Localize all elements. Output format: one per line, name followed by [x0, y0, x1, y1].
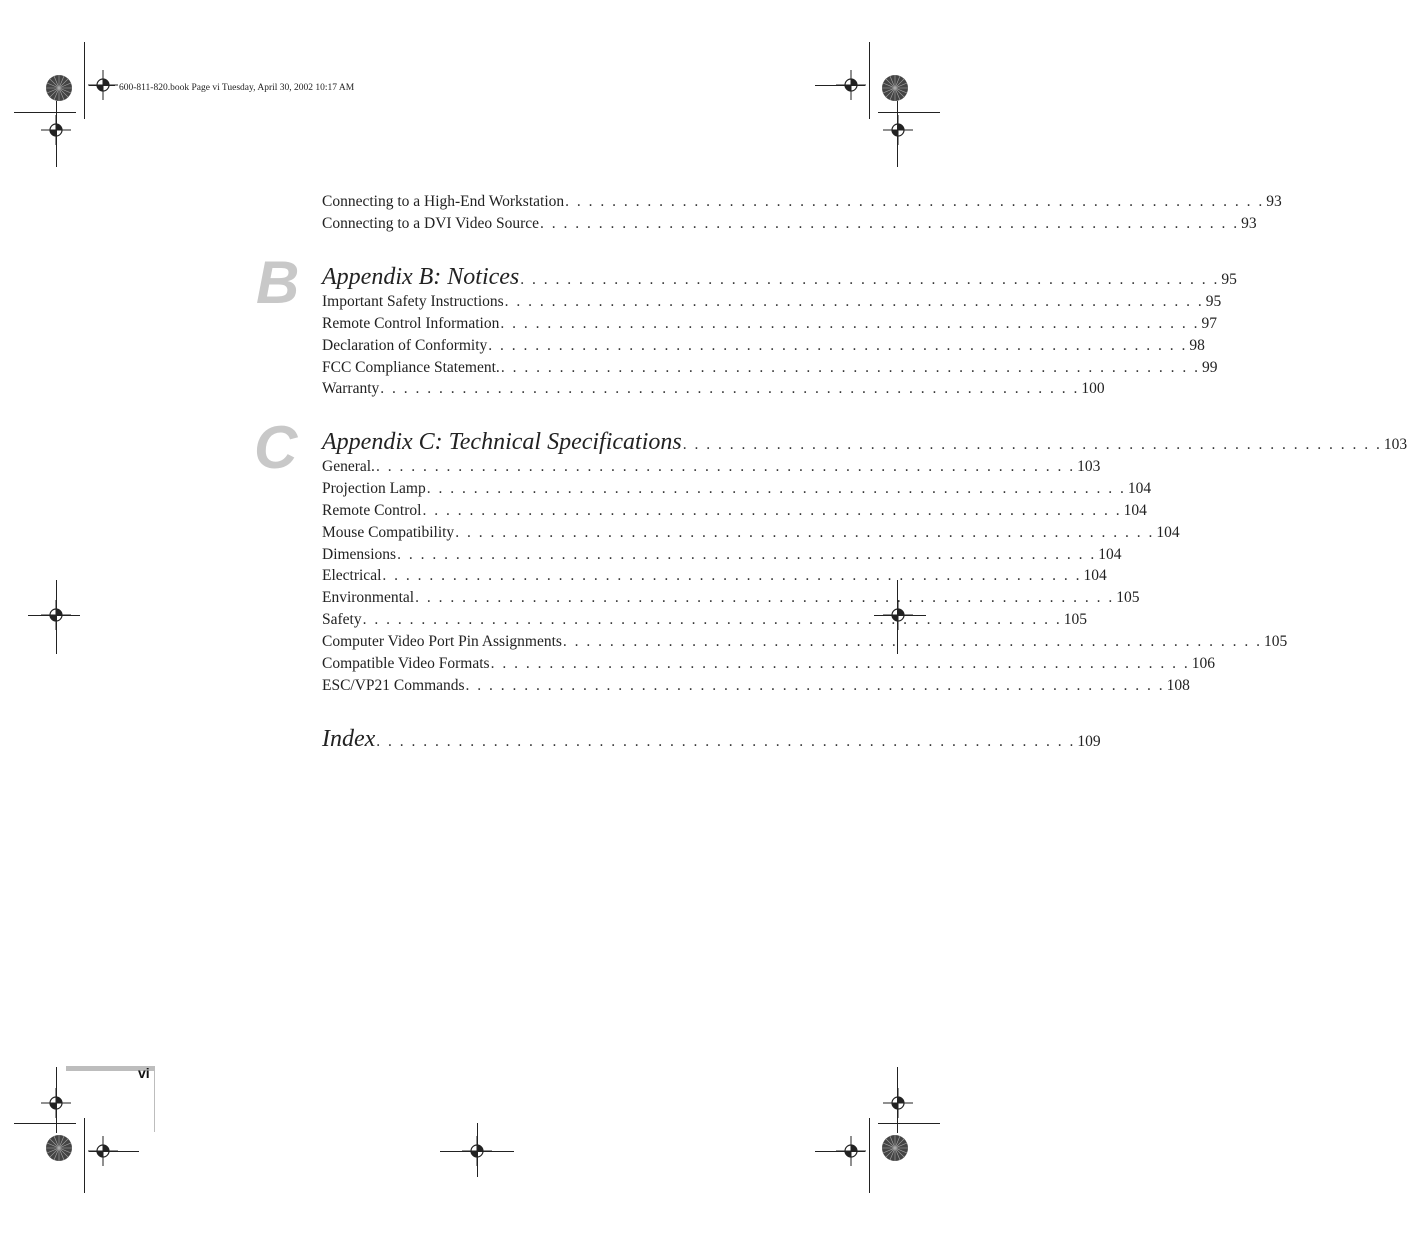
toc-entry-label: FCC Compliance Statement.	[322, 359, 500, 376]
crop-line	[477, 1123, 478, 1177]
crop-line	[897, 1067, 898, 1133]
crop-line	[897, 101, 898, 167]
folio-rule	[154, 1066, 155, 1132]
leader-dots: . . . . . . . . . . . . . . . . . . . . . . . . . . . . . . . . . . . . . . . . . . . . . . . . . . . . . . . . . . . .	[540, 215, 1240, 232]
toc-entry[interactable]	[322, 456, 1101, 478]
crop-line	[56, 101, 57, 167]
toc-entry[interactable]	[322, 213, 1257, 235]
toc-entry-page: 105	[1116, 589, 1140, 606]
leader-dots: . . . . . . . . . . . . . . . . . . . . . . . . . . . . . . . . . . . . . . . . . . . . . . . . . . . . . . . . . . . .	[562, 633, 1263, 650]
toc-entry-page: 104	[1127, 480, 1152, 497]
crop-line	[878, 112, 940, 113]
section-page: 109	[1077, 733, 1101, 750]
crop-line	[56, 580, 57, 654]
crop-line	[878, 1123, 940, 1124]
toc-entry-page: 104	[1123, 502, 1147, 519]
leader-dots: . . . . . . . . . . . . . . . . . . . . . . . . . . . . . . . . . . . . . . . . . . . . . . . . . . . . . . . . . . . .	[397, 546, 1097, 563]
crop-line	[815, 85, 865, 86]
toc-entry-page: 104	[1156, 524, 1180, 541]
toc-entry[interactable]	[322, 335, 1205, 357]
toc-entry-label: Environmental	[322, 589, 415, 606]
toc-entry-label: Important Safety Instructions	[322, 293, 504, 310]
toc-entry[interactable]	[322, 609, 1087, 631]
toc-entry-page: 105	[1264, 633, 1288, 650]
leader-dots: . . . . . . . . . . . . . . . . . . . . . . . . . . . . . . . . . . . . . . . . . . . . . . . . . . . . . . . . . . . .	[426, 480, 1126, 497]
toc-entry-label: ESC/VP21 Commands	[322, 677, 465, 694]
toc-entry[interactable]	[322, 478, 1152, 500]
leader-dots: . . . . . . . . . . . . . . . . . . . . . . . . . . . . . . . . . . . . . . . . . . . . . . . . . . . . . . . . . . . .	[488, 337, 1188, 354]
crop-line	[815, 1151, 865, 1152]
toc-entry-page: 104	[1083, 567, 1107, 584]
crosshair-circle-icon	[883, 115, 913, 145]
leader-dots: . . . . . . . . . . . . . . . . . . . . . . . . . . . . . . . . . . . . . . . . . . . . . . . . . . . . . . . . . . . .	[490, 655, 1190, 672]
toc-entry-label: Remote Control Information	[322, 315, 500, 332]
toc-entry-label: Safety	[322, 611, 362, 628]
toc-entry[interactable]	[322, 357, 1218, 379]
toc-entry-label: Connecting to a DVI Video Source	[322, 215, 540, 232]
toc-entry[interactable]	[322, 291, 1222, 313]
section-title: Appendix C: Technical Specifications	[322, 429, 682, 455]
page-number: vi	[138, 1065, 150, 1081]
toc-entry-label: Warranty	[322, 380, 380, 397]
crop-line	[14, 112, 76, 113]
toc-entry-page: 104	[1098, 546, 1122, 563]
toc-entry[interactable]	[322, 675, 1190, 697]
leader-dots: . . . . . . . . . . . . . . . . . . . . . . . . . . . . . . . . . . . . . . . . . . . . . . . . . . . . . . . . . . . .	[415, 589, 1115, 606]
leader-dots: . . . . . . . . . . . . . . . . . . . . . . . . . . . . . . . . . . . . . . . . . . . . . . . . . . . . . . . . . . . .	[382, 567, 1082, 584]
print-stamp: 600-811-820.book Page vi Tuesday, April 30, 2002 10:17 AM	[119, 83, 355, 93]
leader-dots: . . . . . . . . . . . . . . . . . . . . . . . . . . . . . . . . . . . . . . . . . . . . . . . . . . . . . . . . . . . .	[376, 733, 1076, 750]
leader-dots: . . . . . . . . . . . . . . . . . . . . . . . . . . . . . . . . . . . . . . . . . . . . . . . . . . . . . . . . . . . .	[682, 436, 1382, 453]
leader-dots: . . . . . . . . . . . . . . . . . . . . . . . . . . . . . . . . . . . . . . . . . . . . . . . . . . . . . . . . . . . .	[422, 502, 1122, 519]
crop-line	[869, 1118, 870, 1193]
section-page: 95	[1221, 271, 1237, 288]
index-heading[interactable]	[322, 724, 1101, 754]
toc-entry-label: Mouse Compatibility	[322, 524, 455, 541]
toc-entry[interactable]	[322, 544, 1122, 566]
toc-entry-label: Electrical	[322, 567, 382, 584]
toc-entry[interactable]	[322, 500, 1147, 522]
toc-entry[interactable]	[322, 191, 1282, 213]
crop-line	[89, 1151, 139, 1152]
leader-dots: . . . . . . . . . . . . . . . . . . . . . . . . . . . . . . . . . . . . . . . . . . . . . . . . . . . . . . . . . . . .	[500, 315, 1200, 332]
leader-dots: . . . . . . . . . . . . . . . . . . . . . . . . . . . . . . . . . . . . . . . . . . . . . . . . . . . . . . . . . . . .	[380, 380, 1080, 397]
appendix-b-letter: B	[256, 249, 300, 316]
crop-line	[89, 85, 115, 86]
appendix-c-letter: C	[254, 414, 298, 481]
leader-dots: . . . . . . . . . . . . . . . . . . . . . . . . . . . . . . . . . . . . . . . . . . . . . . . . . . . . . . . . . . . .	[520, 271, 1220, 288]
appendix-c-heading[interactable]	[322, 427, 1407, 457]
toc-entry-label: General.	[322, 458, 375, 475]
toc-entry[interactable]	[322, 653, 1215, 675]
section-title: Appendix B: Notices	[322, 264, 520, 290]
crop-line	[56, 1067, 57, 1133]
toc-entry-label: Declaration of Conformity	[322, 337, 488, 354]
toc-entry-label: Compatible Video Formats	[322, 655, 490, 672]
starburst-icon	[881, 74, 909, 102]
crop-line	[869, 42, 870, 119]
toc-entry-label: Dimensions	[322, 546, 397, 563]
crop-line	[28, 615, 80, 616]
toc-entry-page: 98	[1189, 337, 1205, 354]
leader-dots: . . . . . . . . . . . . . . . . . . . . . . . . . . . . . . . . . . . . . . . . . . . . . . . . . . . . . . . . . . . .	[504, 293, 1204, 310]
toc-entry[interactable]	[322, 522, 1180, 544]
section-page: 103	[1383, 436, 1407, 453]
toc-entry[interactable]	[322, 565, 1107, 587]
section-title: Index	[322, 726, 376, 752]
toc-entry[interactable]	[322, 631, 1288, 653]
toc-entry-label: Computer Video Port Pin Assignments	[322, 633, 562, 650]
toc-entry-page: 93	[1241, 215, 1257, 232]
toc-entry-page: 95	[1205, 293, 1222, 310]
leader-dots: . . . . . . . . . . . . . . . . . . . . . . . . . . . . . . . . . . . . . . . . . . . . . . . . . . . . . . . . . . . .	[500, 359, 1200, 376]
toc-entry[interactable]	[322, 378, 1105, 400]
toc-entry-page: 103	[1077, 458, 1101, 475]
starburst-icon	[881, 1134, 909, 1162]
leader-dots: . . . . . . . . . . . . . . . . . . . . . . . . . . . . . . . . . . . . . . . . . . . . . . . . . . . . . . . . . . . .	[362, 611, 1062, 628]
starburst-icon	[45, 74, 73, 102]
leader-dots: . . . . . . . . . . . . . . . . . . . . . . . . . . . . . . . . . . . . . . . . . . . . . . . . . . . . . . . . . . . .	[455, 524, 1155, 541]
toc-entry-page: 99	[1201, 359, 1218, 376]
toc-entry-label: Remote Control	[322, 502, 422, 519]
crop-line	[14, 1123, 76, 1124]
toc-entry-page: 100	[1081, 380, 1105, 397]
toc-entry-label: Projection Lamp	[322, 480, 426, 497]
toc-entry-page: 105	[1063, 611, 1087, 628]
leader-dots: . . . . . . . . . . . . . . . . . . . . . . . . . . . . . . . . . . . . . . . . . . . . . . . . . . . . . . . . . . . .	[565, 193, 1265, 210]
toc-entry-page: 108	[1166, 677, 1190, 694]
crosshair-circle-icon	[883, 1088, 913, 1118]
toc-entry-label: Connecting to a High-End Workstation	[322, 193, 565, 210]
crop-line	[84, 1118, 85, 1193]
leader-dots: . . . . . . . . . . . . . . . . . . . . . . . . . . . . . . . . . . . . . . . . . . . . . . . . . . . . . . . . . . . .	[465, 677, 1165, 694]
appendix-b-heading[interactable]	[322, 262, 1237, 292]
toc-entry-page: 106	[1191, 655, 1215, 672]
toc-entry[interactable]	[322, 587, 1140, 609]
toc-entry-page: 97	[1201, 315, 1217, 332]
leader-dots: . . . . . . . . . . . . . . . . . . . . . . . . . . . . . . . . . . . . . . . . . . . . . . . . . . . . . . . . . . . .	[375, 458, 1076, 475]
toc-entry-page: 93	[1266, 193, 1282, 210]
starburst-icon	[45, 1134, 73, 1162]
crop-line	[84, 42, 85, 119]
toc-entry[interactable]	[322, 313, 1217, 335]
